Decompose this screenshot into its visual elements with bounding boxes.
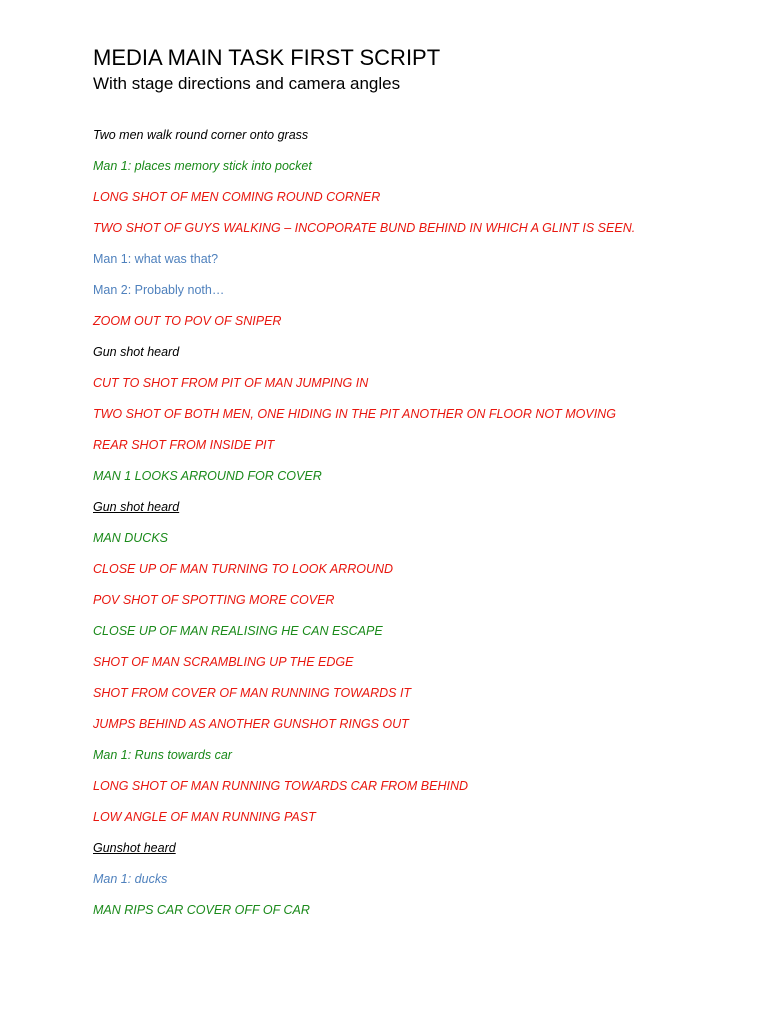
- script-line-text: POV SHOT OF SPOTTING MORE COVER: [93, 593, 335, 607]
- script-line: [93, 901, 733, 932]
- script-line: [93, 870, 733, 901]
- script-line-text: Gun shot heard: [93, 345, 180, 359]
- script-line-text: Man 1: Runs towards car: [93, 748, 232, 762]
- script-line: [93, 715, 733, 746]
- script-line: [93, 374, 733, 405]
- script-line: [93, 126, 733, 157]
- script-line-text: Man 1: ducks: [93, 872, 168, 886]
- script-line-text: LOW ANGLE OF MAN RUNNING PAST: [93, 810, 316, 824]
- script-line-text: MAN DUCKS: [93, 531, 169, 545]
- script-line: [93, 312, 733, 343]
- script-line-text: CLOSE UP OF MAN TURNING TO LOOK ARROUND: [93, 562, 394, 576]
- script-line-text: SHOT FROM COVER OF MAN RUNNING TOWARDS IT: [93, 686, 412, 700]
- script-line-text: LONG SHOT OF MAN RUNNING TOWARDS CAR FROM BEHIND: [93, 779, 469, 793]
- script-line: [93, 839, 733, 870]
- script-line: [93, 684, 733, 715]
- script-line: [93, 498, 733, 529]
- script-line: [93, 746, 733, 777]
- script-line: [93, 467, 733, 498]
- script-line: [93, 591, 733, 622]
- script-line-text: ZOOM OUT TO POV OF SNIPER: [93, 314, 282, 328]
- script-line-text: CUT TO SHOT FROM PIT OF MAN JUMPING IN: [93, 376, 369, 390]
- page-subtitle: With stage directions and camera angles: [93, 74, 401, 93]
- script-line-text: REAR SHOT FROM INSIDE PIT: [93, 438, 275, 452]
- script-lines: [93, 126, 733, 932]
- script-line-text: Gun shot heard: [93, 500, 180, 514]
- script-line-text: LONG SHOT OF MEN COMING ROUND CORNER: [93, 190, 381, 204]
- script-line-text: Two men walk round corner onto grass: [93, 128, 309, 142]
- script-line-text: TWO SHOT OF GUYS WALKING – INCOPORATE BUND BEHIND IN WHICH A GLINT IS SEEN.: [93, 221, 636, 235]
- page-title: MEDIA MAIN TASK FIRST SCRIPT: [93, 45, 441, 70]
- script-line: [93, 529, 733, 560]
- script-line: [93, 343, 733, 374]
- script-line: [93, 281, 733, 312]
- script-line: [93, 157, 733, 188]
- script-line: [93, 250, 733, 281]
- script-line: [93, 808, 733, 839]
- script-line: [93, 560, 733, 591]
- script-line: [93, 219, 733, 250]
- script-line-text: JUMPS BEHIND AS ANOTHER GUNSHOT RINGS OUT: [93, 717, 409, 731]
- script-line-text: TWO SHOT OF BOTH MEN, ONE HIDING IN THE PIT ANOTHER ON FLOOR NOT MOVING: [93, 407, 616, 421]
- script-line-text: Gunshot heard: [93, 841, 176, 855]
- script-line: [93, 777, 733, 808]
- script-line: [93, 405, 733, 436]
- script-line-text: Man 1: what was that?: [93, 252, 219, 266]
- script-line-text: Man 1: places memory stick into pocket: [93, 159, 312, 173]
- script-line: [93, 653, 733, 684]
- script-line-text: SHOT OF MAN SCRAMBLING UP THE EDGE: [93, 655, 354, 669]
- script-line-text: Man 2: Probably noth…: [93, 283, 225, 297]
- script-line: [93, 188, 733, 219]
- script-line-text: CLOSE UP OF MAN REALISING HE CAN ESCAPE: [93, 624, 383, 638]
- script-line: [93, 436, 733, 467]
- script-line-text: MAN RIPS CAR COVER OFF OF CAR: [93, 903, 310, 917]
- script-line-text: MAN 1 LOOKS ARROUND FOR COVER: [93, 469, 322, 483]
- script-line: [93, 622, 733, 653]
